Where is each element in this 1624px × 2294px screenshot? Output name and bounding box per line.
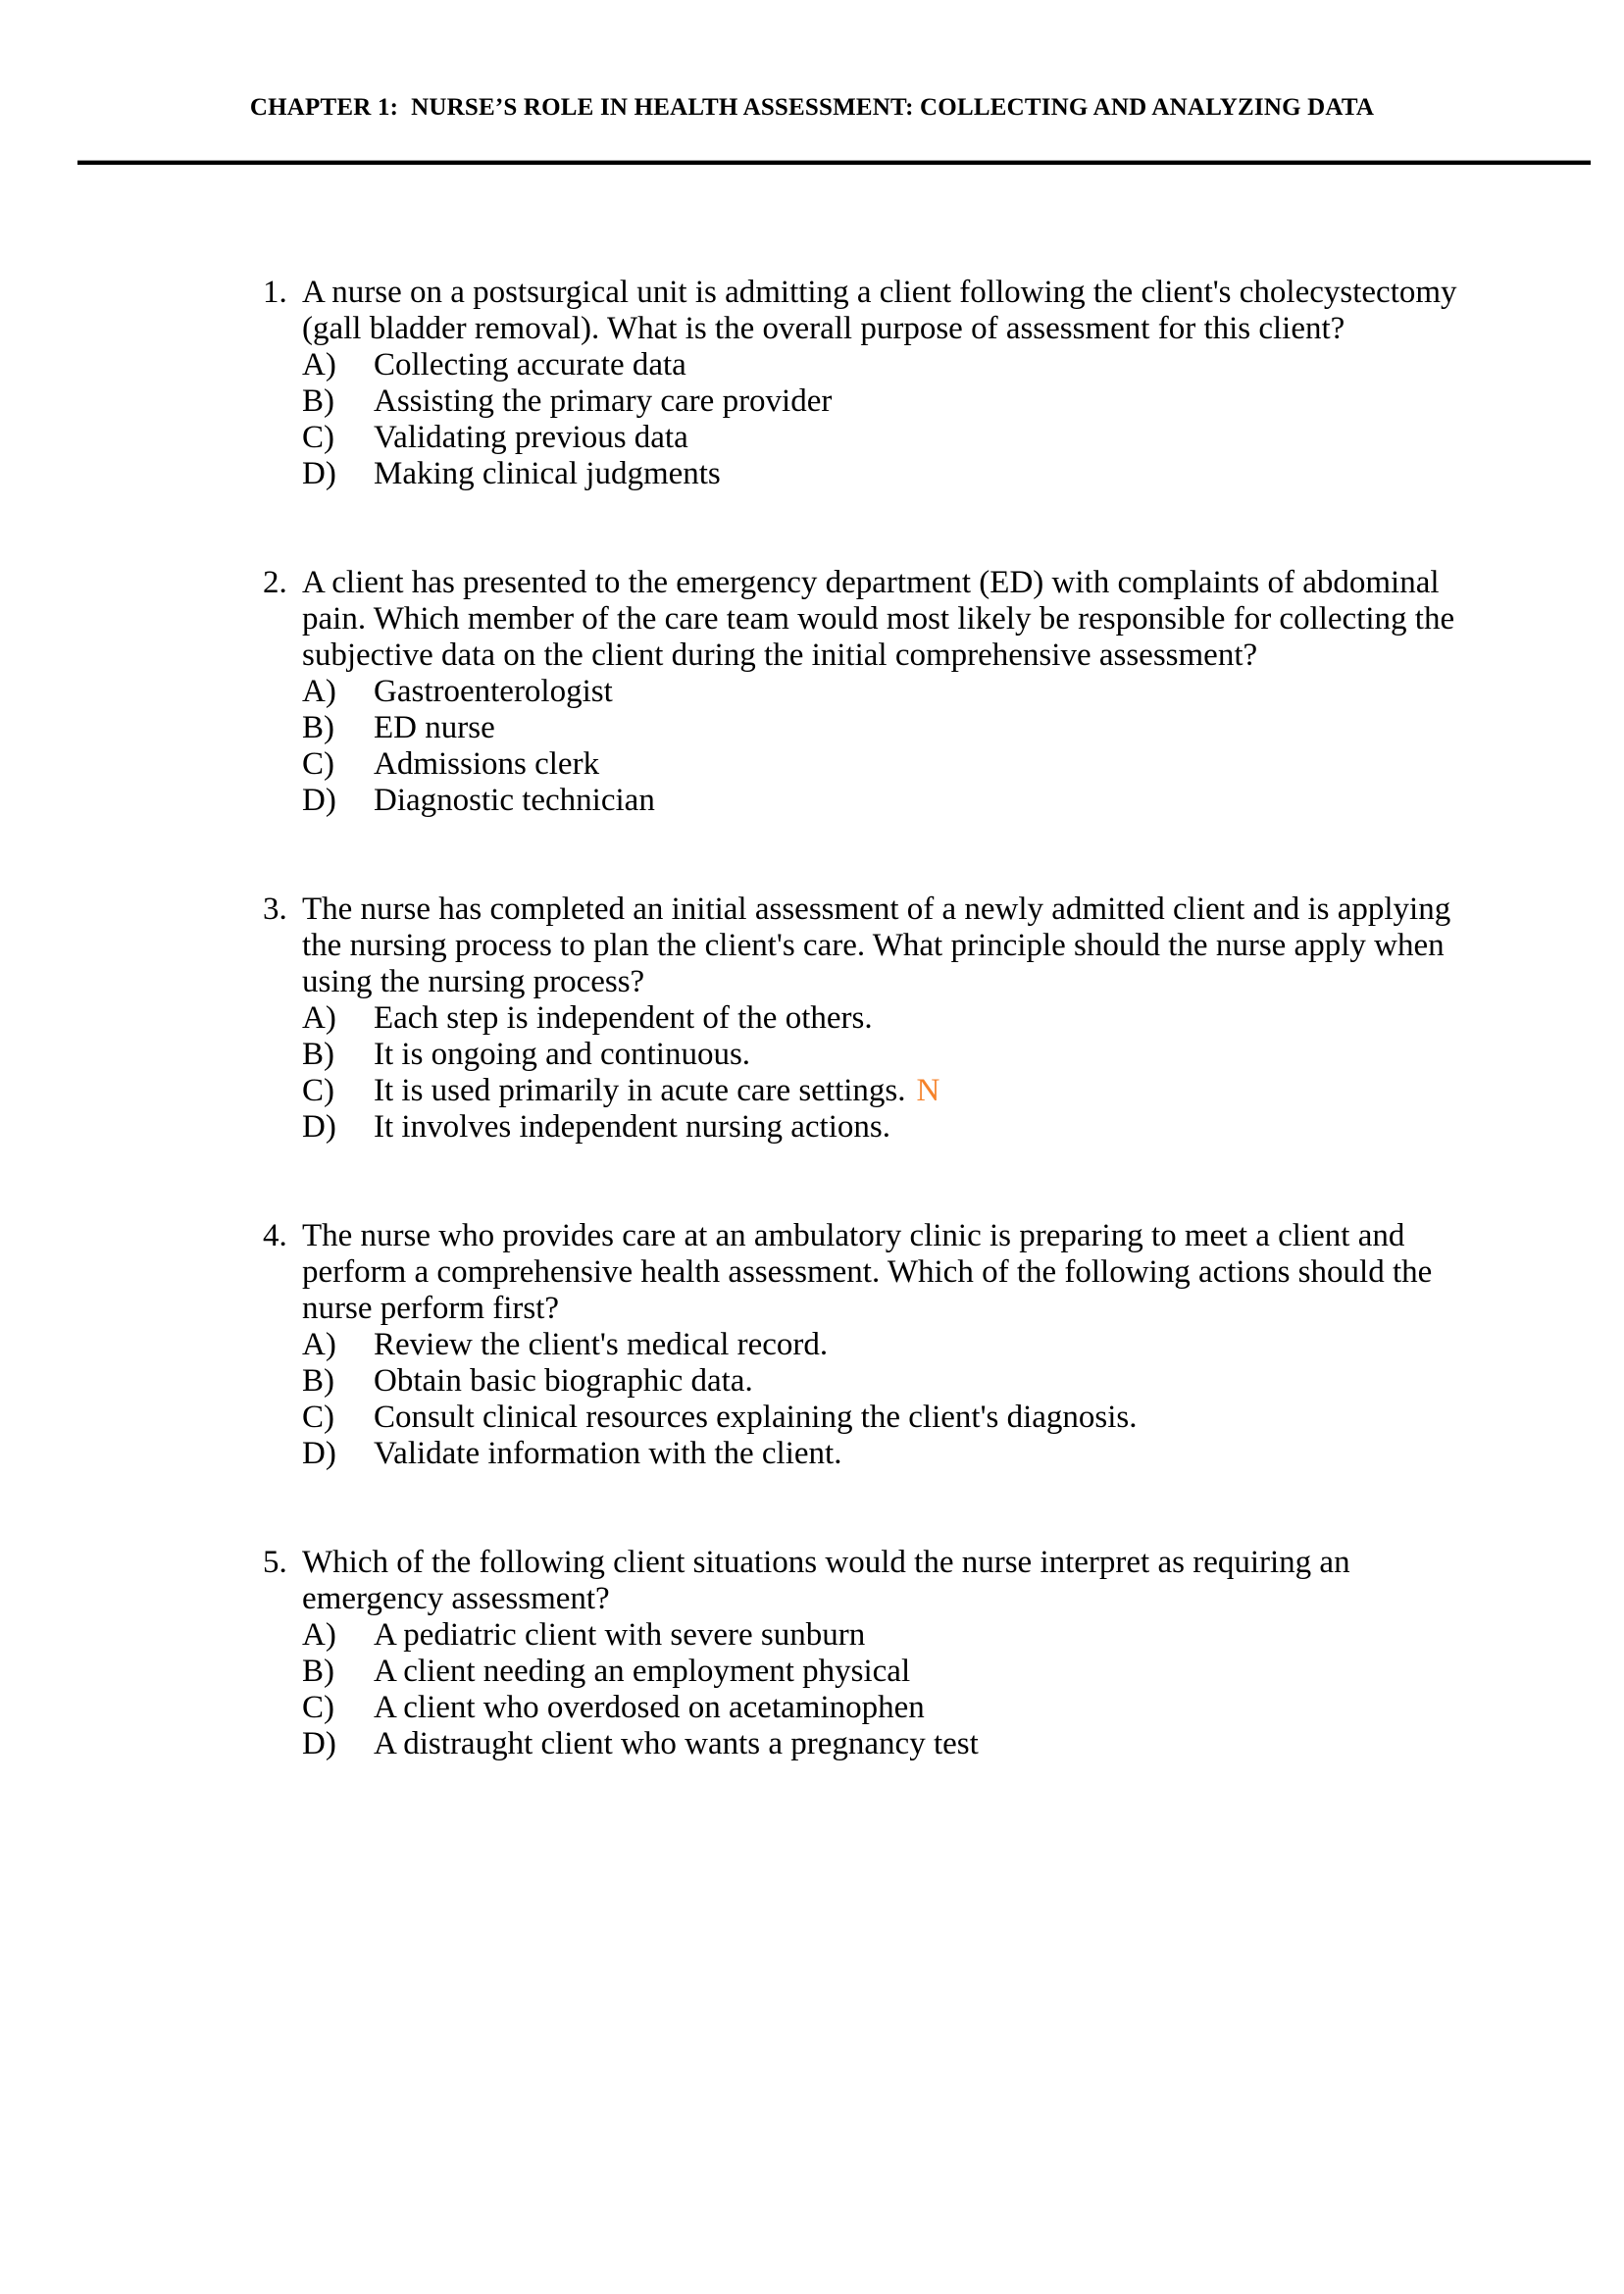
answer-option — [302, 1690, 1494, 1726]
option-letter: A) — [302, 1617, 336, 1653]
answer-option — [302, 1037, 1494, 1073]
option-letter: A) — [302, 1000, 336, 1036]
answer-option — [302, 1654, 1494, 1690]
question-text: A nurse on a postsurgical unit is admitting a client following the client's cholecystectomy (gall bladder removal). What is the overall purpose of assessment for this client? — [302, 275, 1457, 346]
question-number: 4. — [263, 1218, 287, 1253]
option-letter: D) — [302, 1109, 336, 1145]
option-letter: A) — [302, 347, 336, 382]
option-text: Obtain basic biographic data. — [374, 1363, 753, 1399]
header-divider — [77, 160, 1591, 165]
answer-option — [302, 383, 1494, 420]
option-letter: D) — [302, 456, 336, 491]
question-list — [0, 275, 1624, 1762]
options-list — [302, 1000, 1494, 1146]
option-text: Assisting the primary care provider — [374, 383, 833, 419]
options-list — [302, 1327, 1494, 1472]
option-letter: D) — [302, 783, 336, 818]
option-text: Review the client's medical record. — [374, 1327, 829, 1362]
option-letter: B) — [302, 383, 334, 419]
option-text: A client needing an employment physical — [374, 1654, 911, 1689]
answer-option — [302, 1363, 1494, 1400]
question-body — [302, 565, 1494, 819]
option-text: Admissions clerk — [374, 746, 600, 782]
question-body — [302, 275, 1494, 492]
answer-option — [302, 1436, 1494, 1472]
option-text: ED nurse — [374, 710, 495, 745]
answer-option — [302, 1109, 1494, 1146]
option-text: A pediatric client with severe sunburn — [374, 1617, 866, 1653]
option-letter: C) — [302, 1400, 334, 1435]
chapter-title: CHAPTER 1: NURSE’S ROLE IN HEALTH ASSESSMENT: COLLECTING AND ANALYZING DATA — [249, 94, 1375, 121]
answer-option — [302, 347, 1494, 383]
question-block — [263, 892, 1624, 1146]
option-text: Collecting accurate data — [374, 347, 686, 382]
answer-option — [302, 746, 1494, 783]
options-list — [302, 1617, 1494, 1762]
option-letter: C) — [302, 420, 334, 455]
option-text: It is used primarily in acute care settings. — [374, 1073, 906, 1108]
question-body — [302, 1545, 1494, 1762]
answer-option — [302, 1327, 1494, 1363]
question-block — [263, 1218, 1624, 1472]
option-letter: A) — [302, 1327, 336, 1362]
option-text: Consult clinical resources explaining the client's diagnosis. — [374, 1400, 1138, 1435]
question-text: The nurse who provides care at an ambulatory clinic is preparing to meet a client and perform a comprehensive health assessment. Which of the following actions should the nurse perform first? — [302, 1218, 1433, 1326]
question-text: The nurse has completed an initial assessment of a newly admitted client and is applying the nursing process to plan the client's care. What principle should the nurse apply when using the nursing process? — [302, 892, 1451, 999]
option-text: Diagnostic technician — [374, 783, 655, 818]
option-text: Each step is independent of the others. — [374, 1000, 873, 1036]
options-list — [302, 674, 1494, 819]
answer-option — [302, 1000, 1494, 1037]
question-body — [302, 892, 1494, 1146]
question-text: Which of the following client situations would the nurse interpret as requiring an emergency assessment? — [302, 1545, 1350, 1616]
option-text: It is ongoing and continuous. — [374, 1037, 751, 1072]
question-number: 3. — [263, 892, 287, 927]
answer-option — [302, 1400, 1494, 1436]
question-text: A client has presented to the emergency department (ED) with complaints of abdominal pain. Which member of the care team would most likely be responsible for collecting the subjective data on the client during the initial comprehensive assessment? — [302, 565, 1455, 673]
question-number: 1. — [263, 275, 287, 310]
answer-option — [302, 674, 1494, 710]
option-letter: D) — [302, 1726, 336, 1761]
option-text: It involves independent nursing actions. — [374, 1109, 890, 1145]
option-letter: C) — [302, 1690, 334, 1725]
option-text: A distraught client who wants a pregnancy test — [374, 1726, 979, 1761]
question-block — [263, 565, 1624, 819]
answer-option — [302, 1726, 1494, 1762]
options-list — [302, 347, 1494, 492]
answer-option — [302, 710, 1494, 746]
option-letter: C) — [302, 1073, 334, 1108]
question-number: 2. — [263, 565, 287, 600]
option-letter: D) — [302, 1436, 336, 1471]
option-letter: B) — [302, 1654, 334, 1689]
option-letter: C) — [302, 746, 334, 782]
option-text: A client who overdosed on acetaminophen — [374, 1690, 925, 1725]
answer-option — [302, 1073, 1494, 1109]
option-text: Making clinical judgments — [374, 456, 721, 491]
option-text: Gastroenterologist — [374, 674, 613, 709]
question-body — [302, 1218, 1494, 1472]
question-number: 5. — [263, 1545, 287, 1580]
annotation-letter: N — [916, 1073, 940, 1108]
question-block — [263, 1545, 1624, 1762]
question-block — [263, 275, 1624, 492]
option-letter: A) — [302, 674, 336, 709]
answer-option — [302, 1617, 1494, 1654]
answer-option — [302, 783, 1494, 819]
option-letter: B) — [302, 1037, 334, 1072]
answer-option — [302, 420, 1494, 456]
option-letter: B) — [302, 1363, 334, 1399]
option-text: Validating previous data — [374, 420, 688, 455]
option-letter: B) — [302, 710, 334, 745]
answer-option — [302, 456, 1494, 492]
option-text: Validate information with the client. — [374, 1436, 842, 1471]
